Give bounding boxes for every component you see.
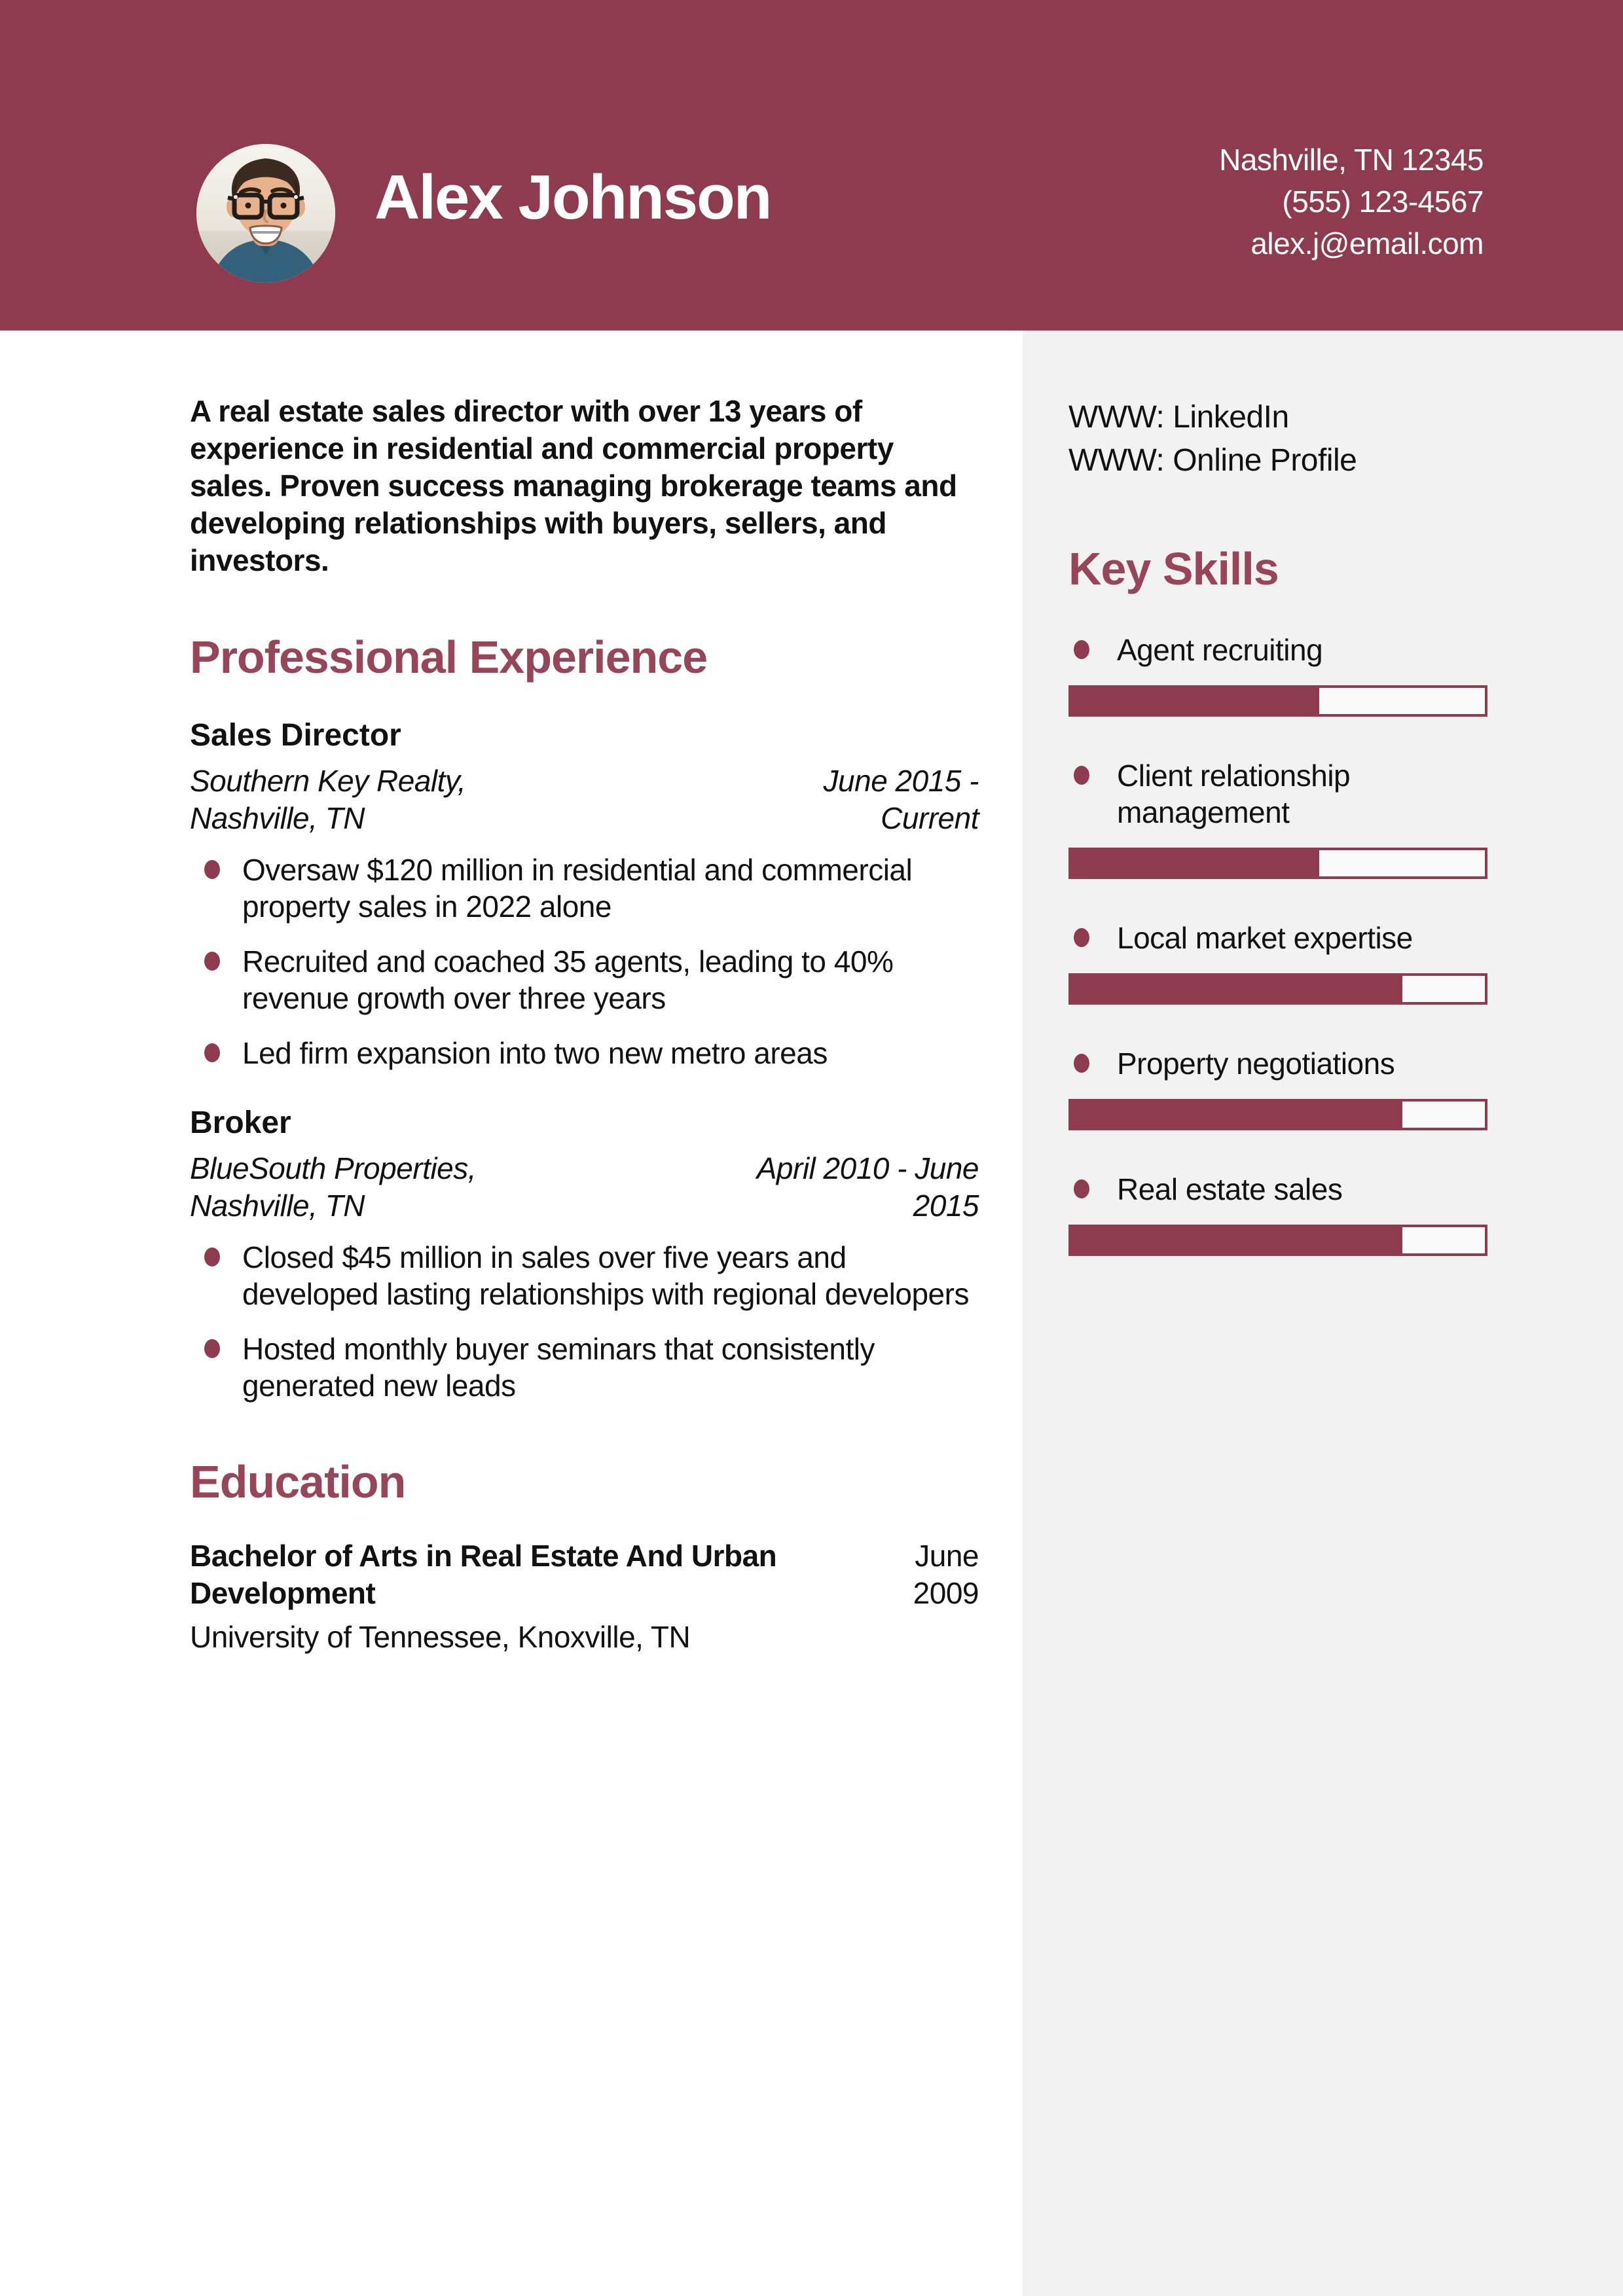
job-bullet-text: Closed $45 million in sales over five years and developed lasting relationships with regional developers bbox=[242, 1240, 969, 1311]
contact-info bbox=[1219, 139, 1484, 264]
bullet-icon bbox=[1074, 1179, 1089, 1198]
bullet-icon bbox=[204, 1339, 220, 1358]
skill-level-bar bbox=[1068, 685, 1487, 717]
job-entry bbox=[190, 717, 979, 1071]
summary-text: A real estate sales director with over 13 years of experience in residential and commercial property sales. Proven success managing brokerage teams and developing relationships with buyers, sellers, and investors. bbox=[190, 394, 957, 577]
job-title: Broker bbox=[190, 1105, 291, 1140]
skill-label-row bbox=[1068, 1045, 1435, 1082]
bullet-icon bbox=[1074, 766, 1089, 785]
job-bullet bbox=[190, 943, 979, 1016]
bullet-icon bbox=[204, 1247, 220, 1266]
education-entry bbox=[190, 1537, 979, 1612]
skill-level-fill bbox=[1071, 1227, 1402, 1253]
bullet-icon bbox=[204, 952, 220, 971]
skill-level-fill bbox=[1071, 850, 1319, 876]
link-online-profile[interactable]: WWW: Online Profile bbox=[1068, 443, 1357, 478]
bullet-icon bbox=[1074, 1054, 1089, 1073]
jobs-list bbox=[190, 717, 979, 1404]
job-bullet-text: Oversaw $120 million in residential and commercial property sales in 2022 alone bbox=[242, 853, 913, 924]
job-company: Southern Key Realty, Nashville, TN bbox=[190, 764, 466, 835]
contact-email: alex.j@email.com bbox=[1250, 226, 1484, 260]
job-bullet bbox=[190, 852, 979, 925]
job-dates: April 2010 - June 2015 bbox=[756, 1151, 979, 1223]
job-bullet-text: Recruited and coached 35 agents, leading to 40% revenue growth over three years bbox=[242, 944, 894, 1015]
skill-label-row bbox=[1068, 632, 1435, 668]
skill-level-fill bbox=[1071, 688, 1319, 714]
skill-level-fill bbox=[1071, 1102, 1402, 1128]
job-company: BlueSouth Properties, Nashville, TN bbox=[190, 1151, 476, 1223]
profile-photo bbox=[196, 144, 335, 283]
job-bullets bbox=[190, 852, 979, 1071]
bullet-icon bbox=[1074, 928, 1089, 947]
skill-label-row bbox=[1068, 1171, 1435, 1208]
job-bullet bbox=[190, 1035, 979, 1071]
job-bullets bbox=[190, 1239, 979, 1404]
job-bullet-text: Hosted monthly buyer seminars that consistently generated new leads bbox=[242, 1332, 875, 1403]
job-title: Sales Director bbox=[190, 718, 401, 753]
links-block bbox=[1068, 396, 1487, 482]
job-bullet bbox=[190, 1239, 979, 1312]
job-meta bbox=[190, 1150, 979, 1225]
skill-label-row bbox=[1068, 920, 1435, 956]
job-bullet bbox=[190, 1331, 979, 1404]
skill-level-bar bbox=[1068, 973, 1487, 1005]
skill-level-bar bbox=[1068, 1099, 1487, 1130]
education-heading: Education bbox=[190, 1456, 406, 1507]
contact-phone: (555) 123-4567 bbox=[1282, 185, 1484, 219]
bullet-icon bbox=[204, 860, 220, 879]
skill-item bbox=[1068, 757, 1487, 879]
contact-location: Nashville, TN 12345 bbox=[1219, 143, 1484, 177]
education-date: June 2009 bbox=[913, 1539, 979, 1610]
job-entry bbox=[190, 1104, 979, 1404]
skill-label: Real estate sales bbox=[1117, 1172, 1343, 1206]
experience-heading: Professional Experience bbox=[190, 632, 708, 683]
school: University of Tennessee, Knoxville, TN bbox=[190, 1620, 691, 1654]
skill-label: Local market expertise bbox=[1117, 921, 1413, 955]
skill-level-fill bbox=[1071, 976, 1402, 1002]
skill-label-row bbox=[1068, 757, 1435, 831]
candidate-name: Alex Johnson bbox=[374, 162, 771, 232]
sidebar bbox=[1023, 331, 1623, 2296]
main-column bbox=[0, 331, 1023, 1656]
link-linkedin[interactable]: WWW: LinkedIn bbox=[1068, 400, 1289, 435]
key-skills-heading: Key Skills bbox=[1068, 543, 1279, 594]
profile-photo-illustration bbox=[196, 144, 335, 283]
skill-level-bar bbox=[1068, 1225, 1487, 1256]
skill-item bbox=[1068, 1171, 1487, 1256]
header bbox=[0, 0, 1623, 331]
skills-list bbox=[1068, 632, 1487, 1256]
skill-label: Property negotiations bbox=[1117, 1047, 1395, 1081]
bullet-icon bbox=[1074, 640, 1089, 659]
skill-item bbox=[1068, 632, 1487, 717]
skill-level-bar bbox=[1068, 848, 1487, 879]
skill-item bbox=[1068, 920, 1487, 1005]
skill-item bbox=[1068, 1045, 1487, 1130]
job-bullet-text: Led firm expansion into two new metro areas bbox=[242, 1036, 828, 1070]
bullet-icon bbox=[204, 1043, 220, 1062]
degree: Bachelor of Arts in Real Estate And Urban Development bbox=[190, 1539, 777, 1610]
job-dates: June 2015 - Current bbox=[823, 764, 979, 835]
skill-label: Client relationship management bbox=[1117, 759, 1351, 829]
job-meta bbox=[190, 762, 979, 837]
skill-label: Agent recruiting bbox=[1117, 633, 1323, 667]
